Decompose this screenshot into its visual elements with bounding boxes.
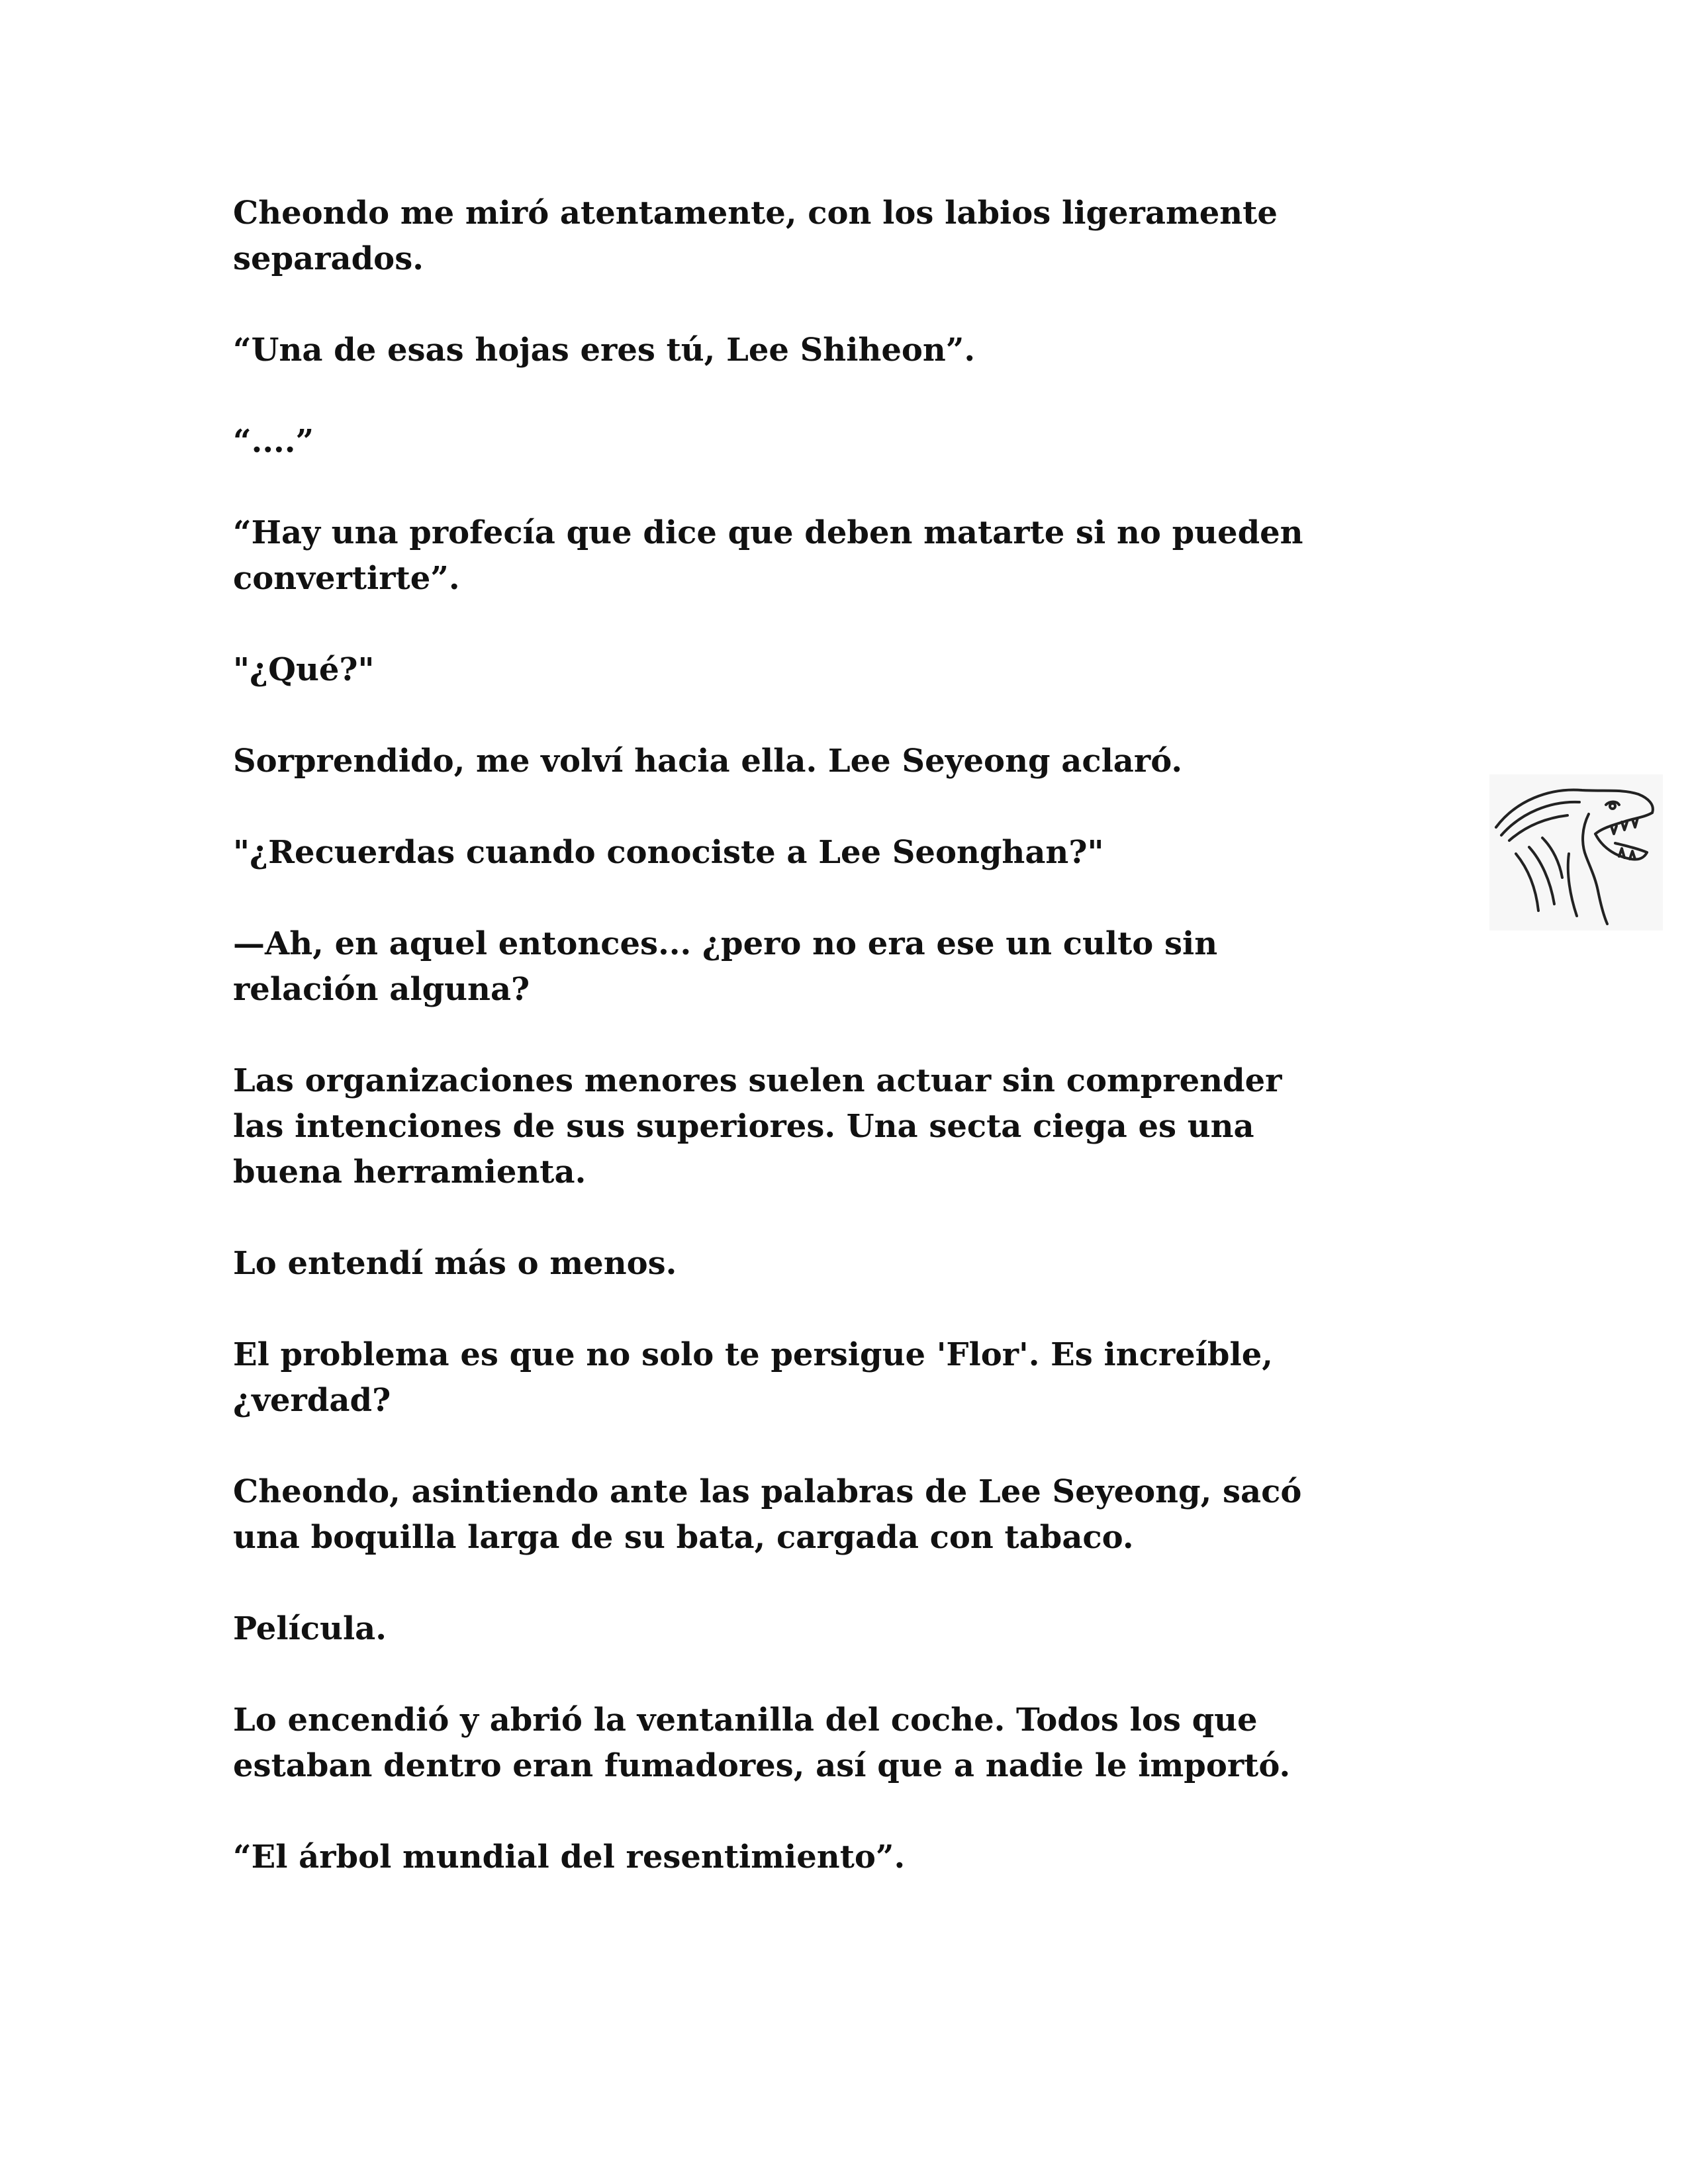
paragraph: “El árbol mundial del resentimiento”. — [233, 1839, 906, 1876]
paragraph: Película. — [233, 1610, 387, 1647]
paragraph: Lo entendí más o menos. — [233, 1245, 677, 1282]
paragraph: Cheondo, asintiendo ante las palabras de Lee Seyeong, sacó una boquilla larga de su bata, cargada con tabaco. — [233, 1473, 1302, 1556]
paragraph: "¿Recuerdas cuando conociste a Lee Seonghan?" — [233, 834, 1104, 871]
paragraph: Sorprendido, me volví hacia ella. Lee Seyeong aclaró. — [233, 743, 1183, 780]
dinosaur-head-icon — [1489, 774, 1663, 931]
paragraph: Lo encendió y abrió la ventanilla del coche. Todos los que estaban dentro eran fumadores, así que a nadie le importó. — [233, 1702, 1291, 1784]
paragraph: El problema es que no solo te persigue 'Flor'. Es increíble, ¿verdad? — [233, 1336, 1273, 1419]
paragraph: —Ah, en aquel entonces... ¿pero no era ese un culto sin relación alguna? — [233, 925, 1218, 1008]
paragraph: “....” — [233, 423, 314, 460]
paragraph: “Una de esas hojas eres tú, Lee Shiheon”. — [233, 332, 976, 369]
text-column — [233, 191, 1491, 1926]
paragraph: "¿Qué?" — [233, 651, 375, 688]
paragraph: Cheondo me miró atentamente, con los labios ligeramente separados. — [233, 195, 1278, 277]
paragraph: Las organizaciones menores suelen actuar sin comprender las intenciones de sus superiores. Una secta ciega es una buena herramienta. — [233, 1062, 1282, 1191]
paragraph: “Hay una profecía que dice que deben matarte si no pueden convertirte”. — [233, 514, 1303, 597]
